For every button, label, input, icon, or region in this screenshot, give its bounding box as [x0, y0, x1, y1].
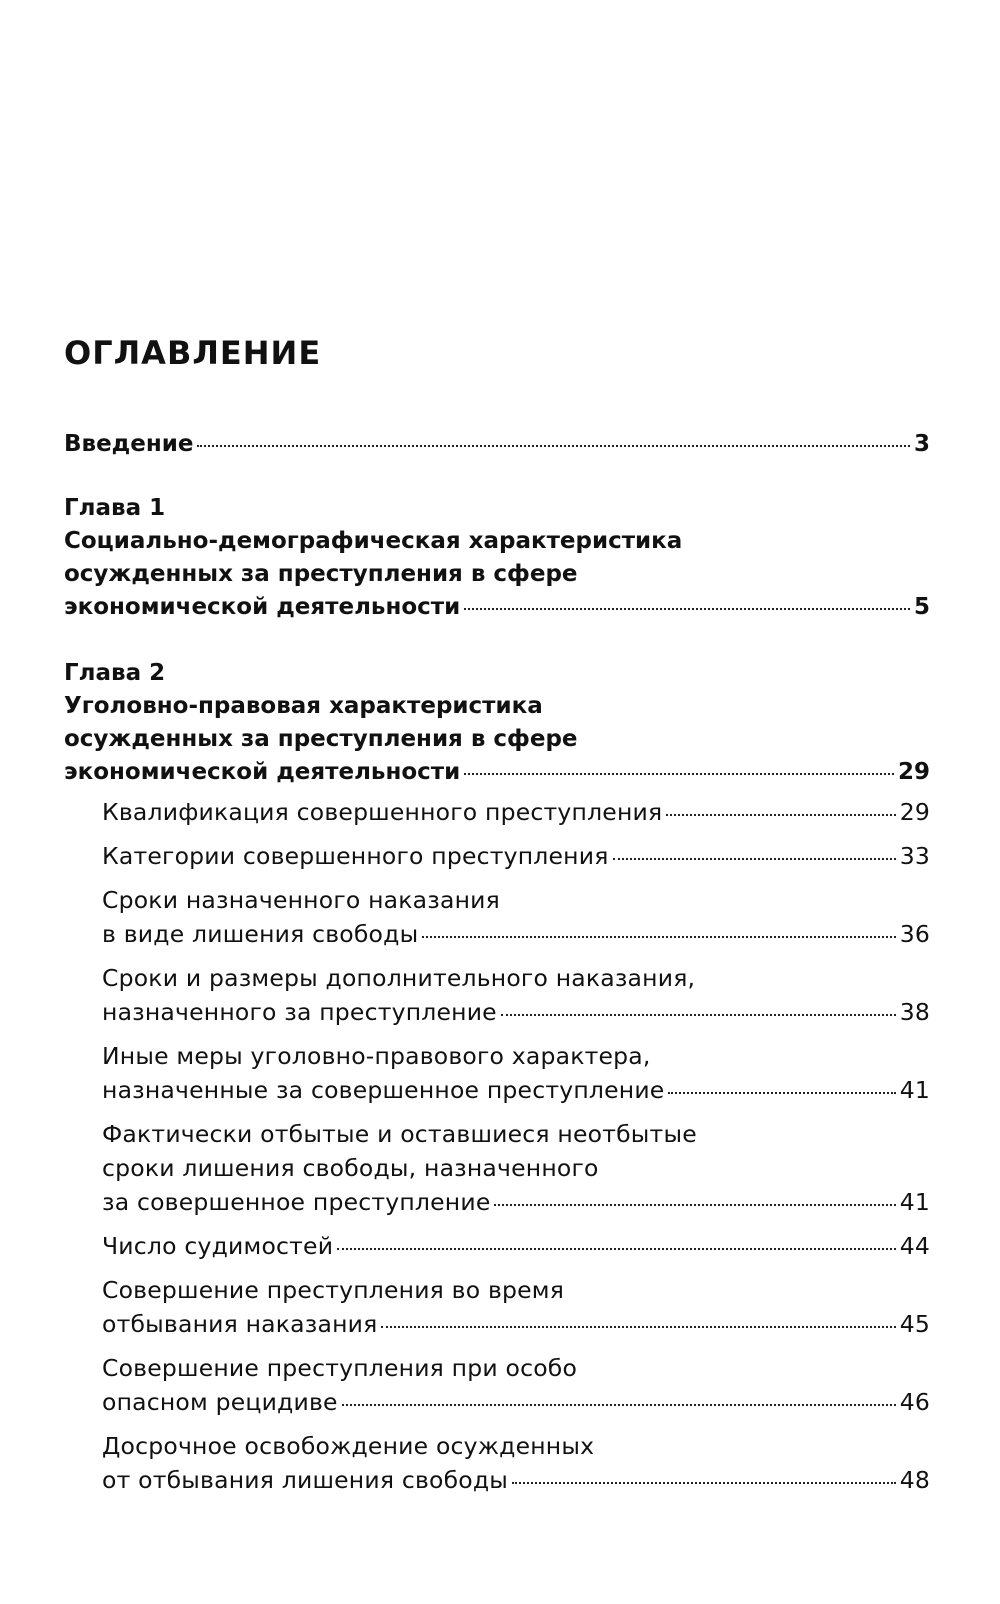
toc-entry-section[interactable] — [64, 1039, 930, 1107]
toc-page-number: 3 — [913, 431, 930, 457]
dot-leader — [342, 1404, 896, 1406]
chapter-title-line: осужденных за преступления в сфере — [64, 726, 578, 752]
toc-page-number: 33 — [899, 842, 930, 870]
toc-entry-title: Введение — [64, 431, 194, 457]
chapter-title-line: Социально-демографическая характеристика — [64, 528, 683, 554]
section-title-line: Число судимостей — [102, 1232, 334, 1260]
chapter-label: Глава 1 — [64, 495, 166, 521]
dot-leader — [613, 858, 896, 860]
table-of-contents — [64, 428, 930, 1507]
toc-entry-section[interactable] — [64, 1351, 930, 1419]
section-title-line: Фактически отбытые и оставшиеся неотбытые — [102, 1120, 697, 1148]
chapter-title-line: осужденных за преступления в сфере — [64, 561, 578, 587]
section-title-line: Сроки и размеры дополнительного наказания, — [102, 964, 696, 992]
dot-leader — [666, 814, 895, 816]
chapter-title-line: экономической деятельности — [64, 759, 461, 785]
section-title-line: сроки лишения свободы, назначенного — [102, 1154, 599, 1182]
section-title-line: Сроки назначенного наказания — [102, 886, 500, 914]
toc-entry-section[interactable] — [64, 961, 930, 1029]
dot-leader — [381, 1326, 895, 1328]
section-title-line: Совершение преступления во время — [102, 1276, 565, 1304]
section-title-line: Категории совершенного преступления — [102, 842, 609, 870]
section-title-line: от отбывания лишения свободы — [102, 1466, 509, 1494]
dot-leader — [464, 608, 910, 610]
dot-leader — [512, 1482, 896, 1484]
toc-page-number: 5 — [913, 594, 930, 620]
toc-entry-section[interactable] — [64, 1229, 930, 1263]
dot-leader — [197, 445, 910, 447]
section-title-line: Квалификация совершенного преступления — [102, 798, 663, 826]
toc-entry-section[interactable] — [64, 883, 930, 951]
dot-leader — [464, 773, 894, 775]
toc-page-number: 41 — [899, 1188, 930, 1216]
toc-page-number: 41 — [899, 1076, 930, 1104]
toc-entry-introduction[interactable] — [64, 428, 930, 461]
section-title-line: отбывания наказания — [102, 1310, 378, 1338]
section-title-line: опасном рецидиве — [102, 1388, 338, 1416]
dot-leader — [422, 936, 895, 938]
toc-page-number: 29 — [899, 798, 930, 826]
page-title: ОГЛАВЛЕНИЕ — [64, 334, 322, 372]
dot-leader — [501, 1014, 896, 1016]
dot-leader — [337, 1248, 896, 1250]
toc-page-number: 48 — [899, 1466, 930, 1494]
section-title-line: за совершенное преступление — [102, 1188, 491, 1216]
toc-page-number: 46 — [899, 1388, 930, 1416]
chapter-title-line: экономической деятельности — [64, 594, 461, 620]
toc-page-number: 38 — [899, 998, 930, 1026]
section-title-line: Досрочное освобождение осужденных — [102, 1432, 595, 1460]
dot-leader — [668, 1092, 895, 1094]
toc-entry-section[interactable] — [64, 839, 930, 873]
toc-entry-section[interactable] — [64, 1429, 930, 1497]
chapter-title-line: Уголовно-правовая характеристика — [64, 693, 543, 719]
section-title-line: назначенного за преступление — [102, 998, 497, 1026]
toc-entry-chapter-1[interactable] — [64, 492, 930, 624]
section-title-line: назначенные за совершенное преступление — [102, 1076, 665, 1104]
section-title-line: Совершение преступления при особо — [102, 1354, 578, 1382]
section-title-line: Иные меры уголовно-правового характера, — [102, 1042, 651, 1070]
chapter-label: Глава 2 — [64, 660, 166, 686]
section-title-line: в виде лишения свободы — [102, 920, 419, 948]
toc-entry-section[interactable] — [64, 1273, 930, 1341]
toc-page-number: 29 — [897, 759, 930, 785]
toc-page-number: 36 — [899, 920, 930, 948]
dot-leader — [494, 1204, 895, 1206]
toc-entry-section[interactable] — [64, 795, 930, 829]
toc-page-number: 44 — [899, 1232, 930, 1260]
toc-entry-section[interactable] — [64, 1117, 930, 1219]
toc-page-number: 45 — [899, 1310, 930, 1338]
toc-entry-chapter-2[interactable] — [64, 657, 930, 789]
